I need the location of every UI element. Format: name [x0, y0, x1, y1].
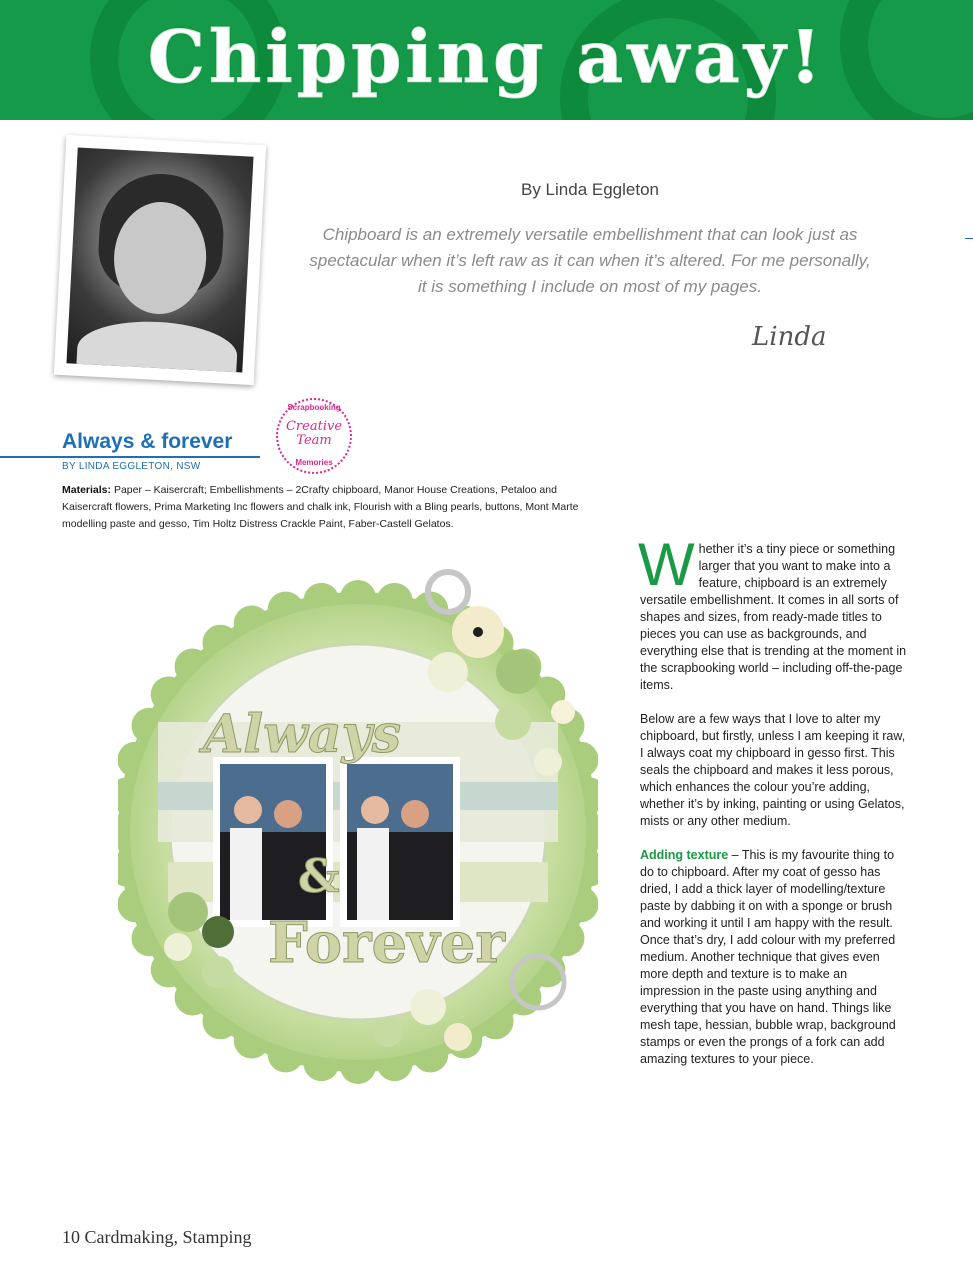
project-title: Always & forever [62, 430, 233, 453]
materials-label: Materials: [62, 484, 112, 496]
intro-line: spectacular when it’s left raw as it can when it’s altered. For me personally, [309, 251, 871, 270]
badge-line: Team [296, 433, 332, 448]
page-title: Chipping away! [147, 14, 826, 99]
project-author: BY LINDA EGGLETON, NSW [62, 461, 201, 472]
badge-line: Creative [285, 419, 343, 434]
header-banner [0, 0, 973, 120]
badge-center [278, 420, 350, 448]
author-photo [54, 135, 266, 385]
materials-list [62, 482, 602, 533]
layout-title-forever: Forever [268, 910, 505, 976]
paragraph-lead: Adding texture [640, 848, 729, 862]
page-footer: 10 Cardmaking, Stamping [62, 1227, 252, 1247]
author-signature: Linda [752, 322, 827, 352]
intro-line: it is something I include on most of my pages. [418, 277, 762, 296]
section-rule [0, 456, 260, 458]
wedding-photo [340, 757, 460, 927]
background-watermark [420, 1160, 973, 1220]
article-paragraph: Below are a few ways that I love to alter my chipboard, but firstly, unless I am keeping it raw, I always coat my chipboard in gesso first. This seals the chipboard and makes it less porous, which enhances the colour you’re adding, whether it’s by inking, painting or using Gelatos, mists or any other medium. [640, 712, 906, 828]
margin-rule [965, 238, 973, 239]
badge-bottom-text: Memories [295, 458, 333, 467]
paragraph-text: hether it’s a tiny piece or something larger that you want to make into a feature, chipboard is an extremely versatile embellishment. It comes in all sorts of shapes and sizes, from ready-made titles to pieces you can use as backgrounds, and everything else that is trending at the moment in the scrapbooking world – including off-the-page items. [640, 542, 907, 692]
materials-text: Paper – Kaisercraft; Embellishments – 2Crafty chipboard, Manor House Creations, Petaloo and Kaisercraft flowers, Prima Marketing Inc flowers and chalk ink, Flourish with a Bling pearls, buttons, Mont Marte modelling paste and gesso, Tim Holtz Distress Crackle Paint, Faber-Castell Gelatos. [62, 484, 579, 530]
scrapbook-layout-photo [118, 562, 598, 1102]
drop-cap: W [638, 531, 695, 598]
intro-quote [285, 222, 895, 300]
byline: By Linda Eggleton [521, 180, 659, 199]
layout-title-always: Always [203, 704, 402, 765]
badge-top-text: Scrapbooking [287, 403, 341, 412]
article-paragraph [638, 531, 908, 694]
creative-team-badge [276, 398, 352, 474]
intro-line: Chipboard is an extremely versatile embellishment that can look just as [322, 225, 858, 244]
layout-title-ampersand: & [298, 849, 340, 903]
paragraph-text: – This is my favourite thing to do to chipboard. After my coat of gesso has dried, I add a thick layer of modelling/texture paste by dabbing it on with a sponge or brush and working it until I am happy with the result. Once that’s dry, I add colour with my preferred medium. Another technique that gives even more depth and texture is to make an impression in the paste using anything and everything that you have on hand. Things like mesh tape, hessian, bubble wrap, background stamps or even the prongs of a fork can add amazing textures to your piece. [640, 848, 896, 1066]
article-body [638, 531, 908, 1085]
author-portrait [66, 148, 253, 373]
article-paragraph [640, 847, 908, 1068]
